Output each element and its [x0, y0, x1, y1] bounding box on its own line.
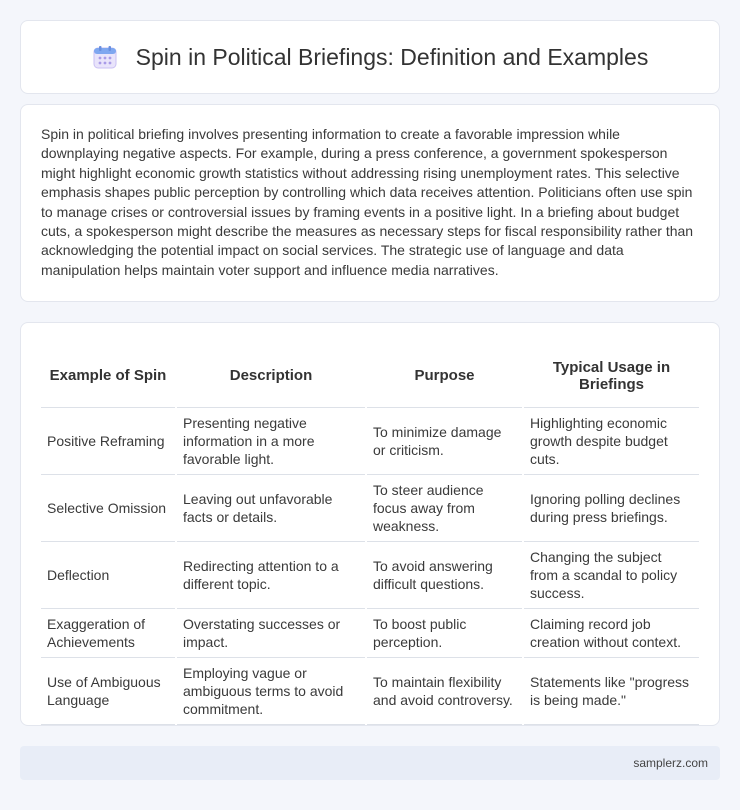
table-cell: To avoid answering difficult questions. [366, 541, 523, 608]
table-cell: Leaving out unfavorable facts or details. [176, 474, 366, 541]
table-cell: Presenting negative information in a more favorable light. [176, 407, 366, 474]
table-cell: To steer audience focus away from weakness. [366, 474, 523, 541]
title-wrap [92, 44, 649, 71]
table-cell: Statements like "progress is being made." [523, 657, 699, 724]
intro-card [20, 104, 720, 302]
footer-bar [20, 746, 720, 780]
table-cell: Selective Omission [41, 474, 176, 541]
table-row [41, 608, 699, 657]
calendar-icon [92, 44, 118, 70]
table-header-row [41, 345, 699, 407]
column-header: Example of Spin [41, 345, 176, 407]
table-cell: To boost public perception. [366, 608, 523, 657]
table-cell: Changing the subject from a scandal to policy success. [523, 541, 699, 608]
table-cell: Redirecting attention to a different topic. [176, 541, 366, 608]
table-cell: Deflection [41, 541, 176, 608]
table-cell: Employing vague or ambiguous terms to avoid commitment. [176, 657, 366, 724]
table-row [41, 541, 699, 608]
table-cell: Positive Reframing [41, 407, 176, 474]
footer-site-link[interactable]: samplerz.com [633, 756, 708, 770]
column-header: Description [176, 345, 366, 407]
table-row [41, 657, 699, 724]
column-header: Typical Usage in Briefings [523, 345, 699, 407]
table-cell: Claiming record job creation without context. [523, 608, 699, 657]
header-card [20, 20, 720, 94]
table-card [20, 322, 720, 726]
table-cell: Exaggeration of Achievements [41, 608, 176, 657]
page-title: Spin in Political Briefings: Definition and Examples [135, 43, 649, 70]
table-row [41, 407, 699, 474]
table-cell: Use of Ambiguous Language [41, 657, 176, 724]
spin-table [41, 345, 699, 725]
table-cell: Overstating successes or impact. [176, 608, 366, 657]
table-cell: To maintain flexibility and avoid controversy. [366, 657, 523, 724]
table-cell: Highlighting economic growth despite budget cuts. [523, 407, 699, 474]
table-row [41, 474, 699, 541]
intro-paragraph: Spin in political briefing involves presenting information to create a favorable impression while downplaying negative aspects. For example, during a press conference, a government spokesperson might highlight economic growth statistics without addressing rising unemployment rates. This selective emphasis shapes public perception by controlling which data receives attention. Politicians often use spin to manage crises or controversial issues by framing events in a positive light. In a briefing about budget cuts, a spokesperson might describe the measures as necessary steps for fiscal responsibility rather than acknowledging the potential impact on social services. The strategic use of language and data manipulation helps maintain voter support and influence media narratives. [41, 126, 694, 278]
column-header: Purpose [366, 345, 523, 407]
table-cell: Ignoring polling declines during press briefings. [523, 474, 699, 541]
table-cell: To minimize damage or criticism. [366, 407, 523, 474]
